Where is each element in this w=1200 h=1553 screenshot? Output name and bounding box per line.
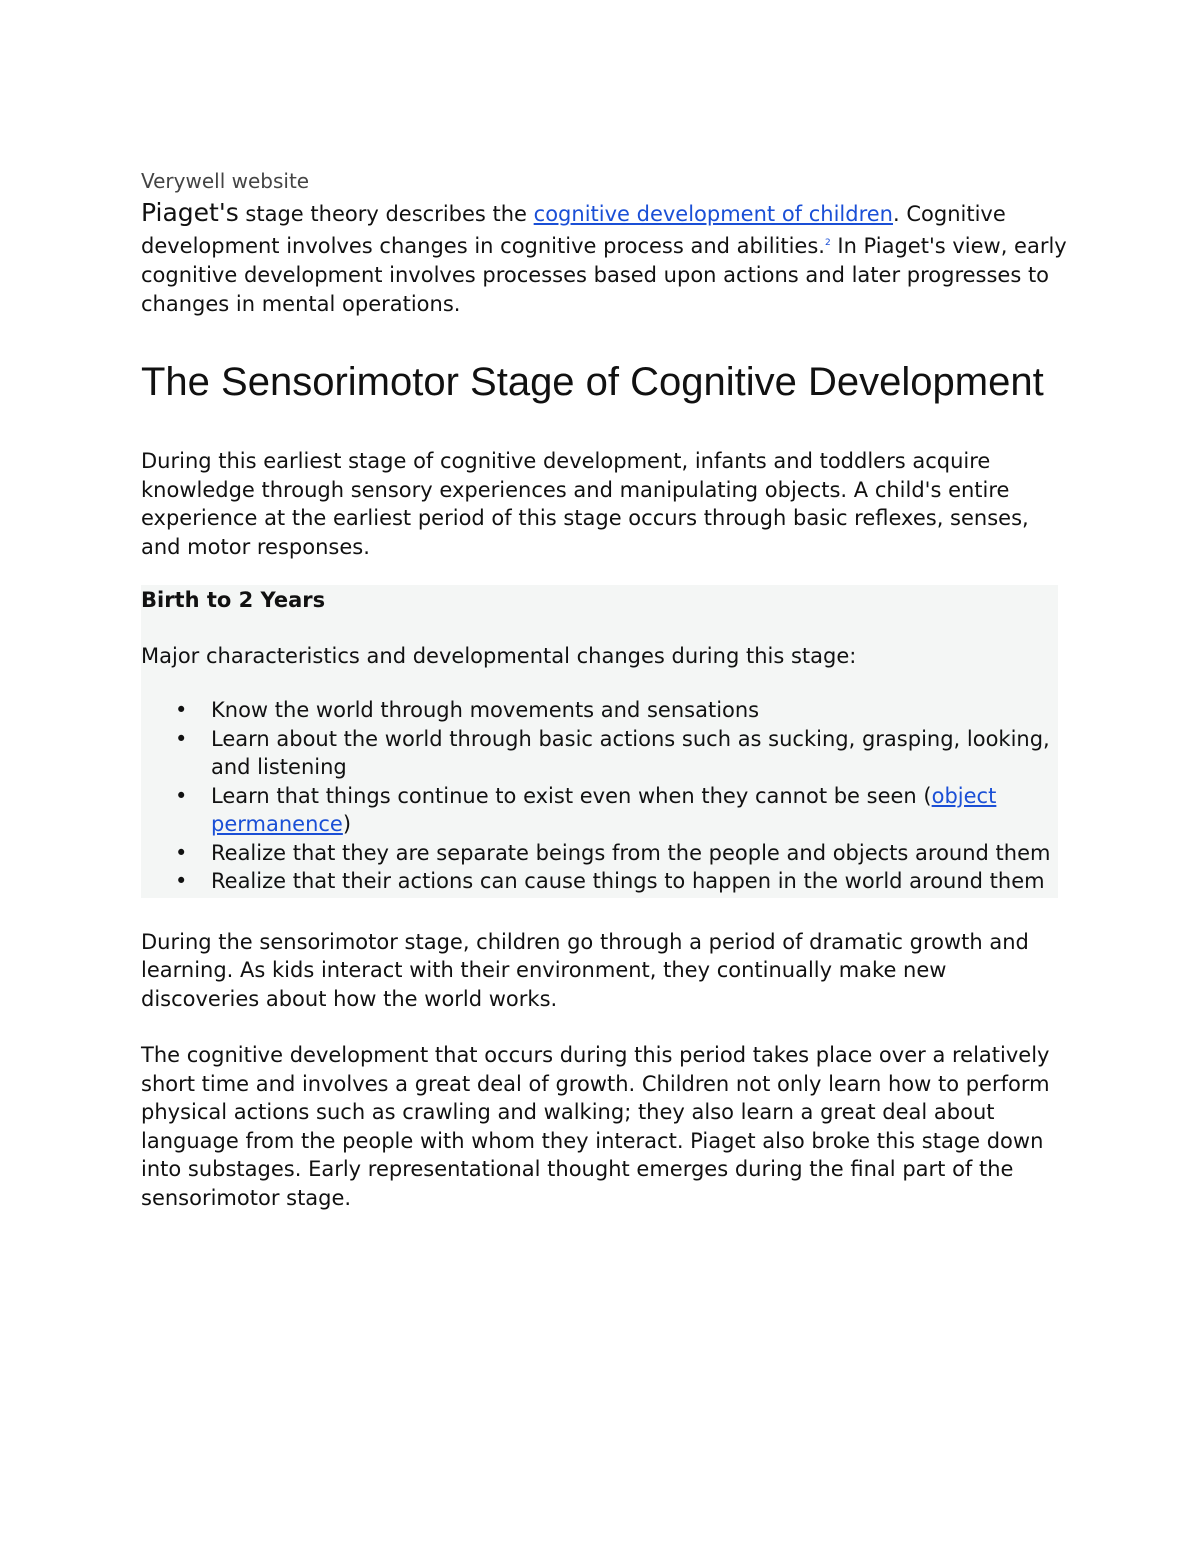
list-item-text-end: ) — [342, 812, 352, 836]
intro-paragraph — [141, 198, 1071, 319]
bullet-icon: • — [175, 698, 188, 722]
list-item — [141, 867, 1058, 896]
list-item — [141, 839, 1058, 868]
stage-info-box — [141, 585, 1058, 898]
list-item-text: Realize that their actions can cause things to happen in the world around them — [211, 869, 1045, 893]
intro-text-after-ref: In Piaget's view, early cognitive development involves processes based upon actions and later progresses to changes in mental operations. — [141, 234, 1067, 316]
list-item-text: Learn about the world through basic actions such as sucking, grasping, looking, and listening — [211, 726, 1050, 779]
list-item-text: Know the world through movements and sensations — [211, 698, 760, 722]
list-item — [141, 782, 1058, 839]
body-paragraph-2: During the sensorimotor stage, children go through a period of dramatic growth and learning. As kids interact with their environment, they continually make new discoveries about how the world works. — [141, 929, 1029, 1011]
characteristics-list — [141, 696, 1058, 896]
intro-text-after-link: . Cognitive development involves changes in cognitive process and abilities. — [141, 202, 1006, 258]
list-item — [141, 696, 1058, 725]
body-paragraph-3: The cognitive development that occurs during this period takes place over a relatively short time and involves a great deal of growth. Children not only learn how to perform physical actions such as crawling and walking; they also learn a great deal about language from the people with whom they interact. Piaget also broke this stage down into substages. Early representational thought emerges during the final part of the sensorimotor stage. — [141, 1043, 1050, 1210]
document-page — [141, 166, 1071, 1212]
source-label: Verywell website — [141, 169, 310, 193]
object-permanence-link[interactable]: object permanence — [211, 783, 997, 836]
list-item — [141, 725, 1058, 782]
section-heading: The Sensorimotor Stage of Cognitive Development — [141, 360, 1044, 404]
cognitive-development-link[interactable]: cognitive development of children — [533, 202, 893, 226]
bullet-icon: • — [175, 840, 188, 865]
list-item-text: Realize that they are separate beings from the people and objects around them — [211, 840, 1051, 865]
bullet-icon: • — [175, 783, 188, 808]
citation-ref[interactable]: 2 — [824, 238, 831, 248]
stage-characteristics-intro: Major characteristics and developmental changes during this stage: — [141, 644, 857, 668]
stage-age-title: Birth to 2 Years — [141, 588, 326, 612]
bullet-icon: • — [175, 869, 188, 893]
intro-text-before-link: stage theory describes the — [238, 202, 534, 226]
bullet-icon: • — [175, 726, 188, 751]
body-paragraph-1: During this earliest stage of cognitive development, infants and toddlers acquire knowledge through sensory experiences and manipulating objects. A child's entire experience at the earliest period of this stage occurs through basic reflexes, senses, and motor responses. — [141, 449, 1029, 559]
list-item-text: Learn that things continue to exist even when they cannot be seen ( — [211, 783, 932, 808]
intro-lead: Piaget's — [141, 198, 239, 227]
